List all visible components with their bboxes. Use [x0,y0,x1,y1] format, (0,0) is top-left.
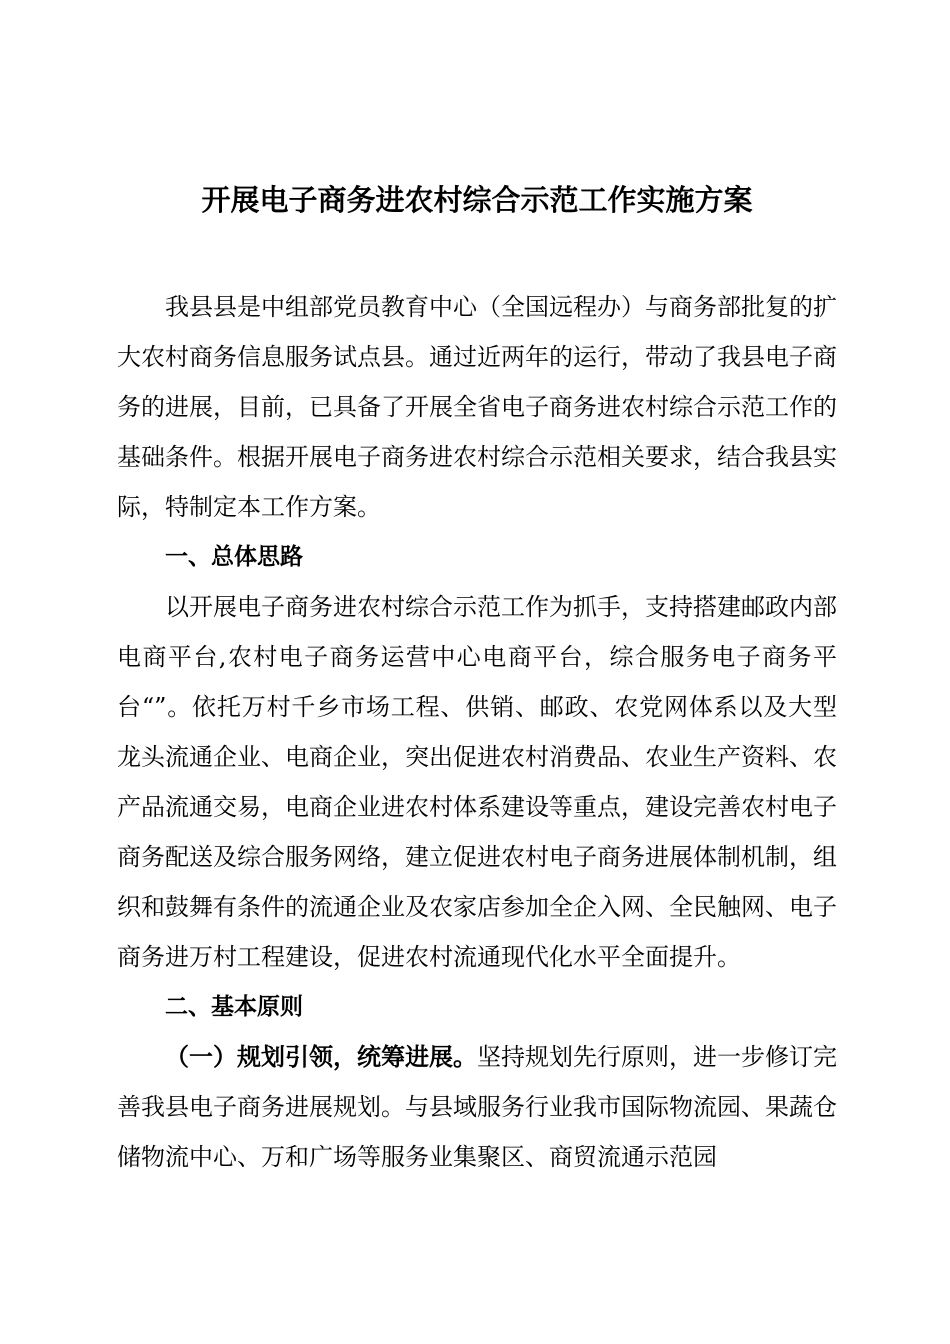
principle-item-label: （一）规划引领，统筹进展。 [165,1042,477,1071]
principle-item-paragraph [117,1032,837,1182]
section-overall-approach-paragraph: 以开展电子商务进农村综合示范工作为抓手，支持搭建邮政内部电商平台,农村电子商务运营中心电商平台，综合服务电子商务平台“”。依托万村千乡市场工程、供销、邮政、农党网体系以及大型龙头流通企业、电商企业，突出促进农村消费品、农业生产资料、农产品流通交易，电商企业进农村体系建设等重点，建设完善农村电子商务配送及综合服务网络，建立促进农村电子商务进展体制机制，组织和鼓舞有条件的流通企业及农家店参加全企入网、全民触网、电子商务进万村工程建设，促进农村流通现代化水平全面提升。 [117,593,837,971]
document-body [117,282,837,1182]
document-title: 开展电子商务进农村综合示范工作实施方案 [201,183,753,217]
intro-paragraph: 我县县是中组部党员教育中心（全国远程办）与商务部批复的扩大农村商务信息服务试点县。通过近两年的运行，带动了我县电子商务的进展，目前，已具备了开展全省电子商务进农村综合示范工作的基础条件。根据开展电子商务进农村综合示范相关要求，结合我县实际，特制定本工作方案。 [117,293,837,521]
section-heading-overall-approach: 一、总体思路 [165,544,303,570]
section-heading-basic-principles: 二、基本原则 [165,994,303,1020]
principle-item-text: 坚持规划先行原则，进一步修订完善我县电子商务进展规划。与县域服务行业我市国际物流园、果蔬仓储物流中心、万和广场等服务业集聚区、商贸流通示范园 [117,1043,837,1171]
